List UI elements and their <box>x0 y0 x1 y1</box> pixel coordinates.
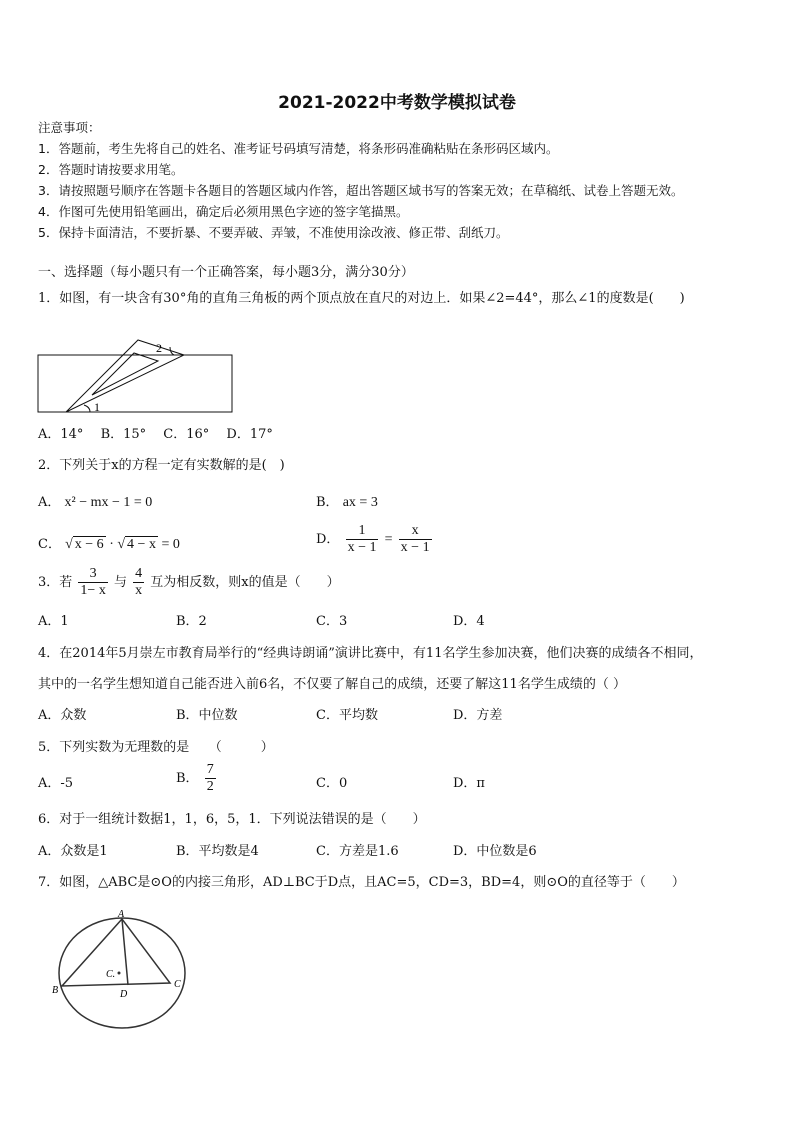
vertex-b-label: B <box>52 985 59 996</box>
notice-item-4: 4．作图可先使用铅笔画出，确定后必须用黑色字迹的签字笔描黑。 <box>38 204 409 219</box>
fraction-denominator: 2 <box>206 779 214 794</box>
notice-heading: 注意事项： <box>38 120 101 135</box>
question-5-stem: 5．下列实数为无理数的是 （ ） <box>38 740 274 755</box>
fraction-numerator: x <box>399 523 432 540</box>
equals-sign: = <box>384 532 393 547</box>
fraction-denominator: x − 1 <box>400 540 430 555</box>
option-c-label: C． <box>38 537 61 552</box>
question-4-option-b: B．中位数 <box>176 708 238 723</box>
question-5-option-a: A．-5 <box>38 776 74 791</box>
triangle-abc <box>62 919 170 986</box>
section-heading: 一、选择题（每小题只有一个正确答案，每小题3分，满分30分） <box>38 265 414 280</box>
question-2-option-c <box>38 537 180 553</box>
question-4-option-c: C．平均数 <box>316 708 378 723</box>
question-2-option-b <box>316 495 378 511</box>
question-4-line-2: 其中的一名学生想知道自己能否进入前6名，不仅要了解自己的成绩，还要了解这11名学生成绩的（ ） <box>38 677 626 692</box>
question-4-line-1: 4．在2014年5月崇左市教育局举行的“经典诗朗诵”演讲比赛中，有11名学生参加决赛，他们决赛的成绩各不相同， <box>38 646 703 661</box>
option-a-expression: x² − mx − 1 = 0 <box>64 495 153 510</box>
notice-item-2: 2．答题时请按要求用笔。 <box>38 162 184 177</box>
question-3-option-c: C．3 <box>316 614 348 629</box>
question-6-option-d: D．中位数是6 <box>453 844 537 859</box>
page-title: 2021-2022中考数学模拟试卷 <box>278 93 516 113</box>
fraction-denominator: x − 1 <box>347 540 377 555</box>
triangle-outer <box>66 340 184 412</box>
option-b-label: B． <box>176 771 199 786</box>
question-3-option-b: B．2 <box>176 614 207 629</box>
notice-item-1: 1．答题前，考生先将自己的姓名、准考证号码填写清楚，将条形码准确粘贴在条形码区域内。 <box>38 141 559 156</box>
option-c-expression: √ x − 6 · √ 4 − x = 0 <box>65 537 180 552</box>
fraction-denominator: x <box>135 583 143 598</box>
center-point <box>118 972 121 975</box>
question-3-option-d: D．4 <box>453 614 485 629</box>
question-6-option-c: C．方差是1.6 <box>316 844 399 859</box>
option-b-expression: ax = 3 <box>342 495 378 510</box>
angle-1-arc <box>84 405 90 412</box>
question-2-option-a <box>38 495 152 511</box>
question-3-stem <box>38 566 340 599</box>
notice-item-5: 5．保持卡面清洁，不要折暴、不要弄破、弄皱，不准使用涂改液、修正带、刮纸刀。 <box>38 225 509 240</box>
ruler-triangle-figure <box>36 335 236 417</box>
question-2-option-d <box>316 523 434 556</box>
question-5-option-d: D．π <box>453 776 485 791</box>
altitude-ad <box>122 919 128 985</box>
question-3-suffix: 互为相反数，则x的值是（ ） <box>150 575 340 590</box>
option-d-fraction-1 <box>346 523 379 556</box>
fraction-numerator: 7 <box>206 762 214 777</box>
vertex-c-label: C <box>174 979 181 990</box>
question-7-stem: 7．如图，△ABC是⊙O的内接三角形，AD⊥BC于D点，且AC=5，CD=3，BD=4，则⊙O的直径等于（ ） <box>38 875 685 890</box>
option-b-label: B． <box>316 495 339 510</box>
radicand-1: x − 6 <box>74 537 104 552</box>
question-3-fraction-1 <box>78 566 107 599</box>
question-2-stem: 2．下列关于x的方程一定有实数解的是( ) <box>38 458 285 473</box>
question-6-option-b: B．平均数是4 <box>176 844 259 859</box>
option-a-label: A． <box>38 495 61 510</box>
radicand-2: 4 − x <box>127 537 156 552</box>
option-d-label: D． <box>316 532 340 547</box>
question-3-option-a: A．1 <box>38 614 69 629</box>
ruler-shape <box>38 355 232 412</box>
circle-triangle-figure <box>48 905 198 1035</box>
option-c-rest: = 0 <box>161 537 180 552</box>
question-6-stem: 6．对于一组统计数据1，1，6，5，1．下列说法错误的是（ ） <box>38 812 426 827</box>
fraction-numerator: 4 <box>135 566 143 581</box>
question-5-option-b <box>176 762 218 795</box>
circle-o <box>59 918 185 1028</box>
question-3-fraction-2 <box>133 566 144 599</box>
fraction-denominator: 1− x <box>80 583 106 598</box>
question-1-options: A．14° B．15° C．16° D．17° <box>38 427 273 442</box>
notice-item-3: 3．请按照题号顺序在答题卡各题目的答题区域内作答，超出答题区域书写的答案无效；在草稿纸、试卷上答题无效。 <box>38 183 684 198</box>
question-6-option-a: A．众数是1 <box>38 844 108 859</box>
question-5-fraction <box>205 762 216 795</box>
triangle-inner <box>92 353 158 395</box>
fraction-numerator: 1 <box>346 523 379 540</box>
question-1-stem: 1．如图，有一块含有30°角的直角三角板的两个顶点放在直尺的对边上．如果∠2=44°，那么∠1的度数是( ) <box>38 291 685 306</box>
vertex-a-label: A <box>118 909 125 920</box>
angle-2-label: 2 <box>156 341 162 355</box>
fraction-numerator: 3 <box>78 566 107 583</box>
option-d-fraction-2 <box>399 523 432 556</box>
point-d-label: D <box>120 989 128 1000</box>
question-3-connector: 与 <box>113 575 127 590</box>
question-4-option-d: D．方差 <box>453 708 503 723</box>
question-3-prefix: 3．若 <box>38 575 73 590</box>
question-4-option-a: A．众数 <box>38 708 87 723</box>
center-label: C. <box>106 969 116 980</box>
question-5-option-c: C．0 <box>316 776 348 791</box>
angle-1-label: 1 <box>94 400 100 414</box>
